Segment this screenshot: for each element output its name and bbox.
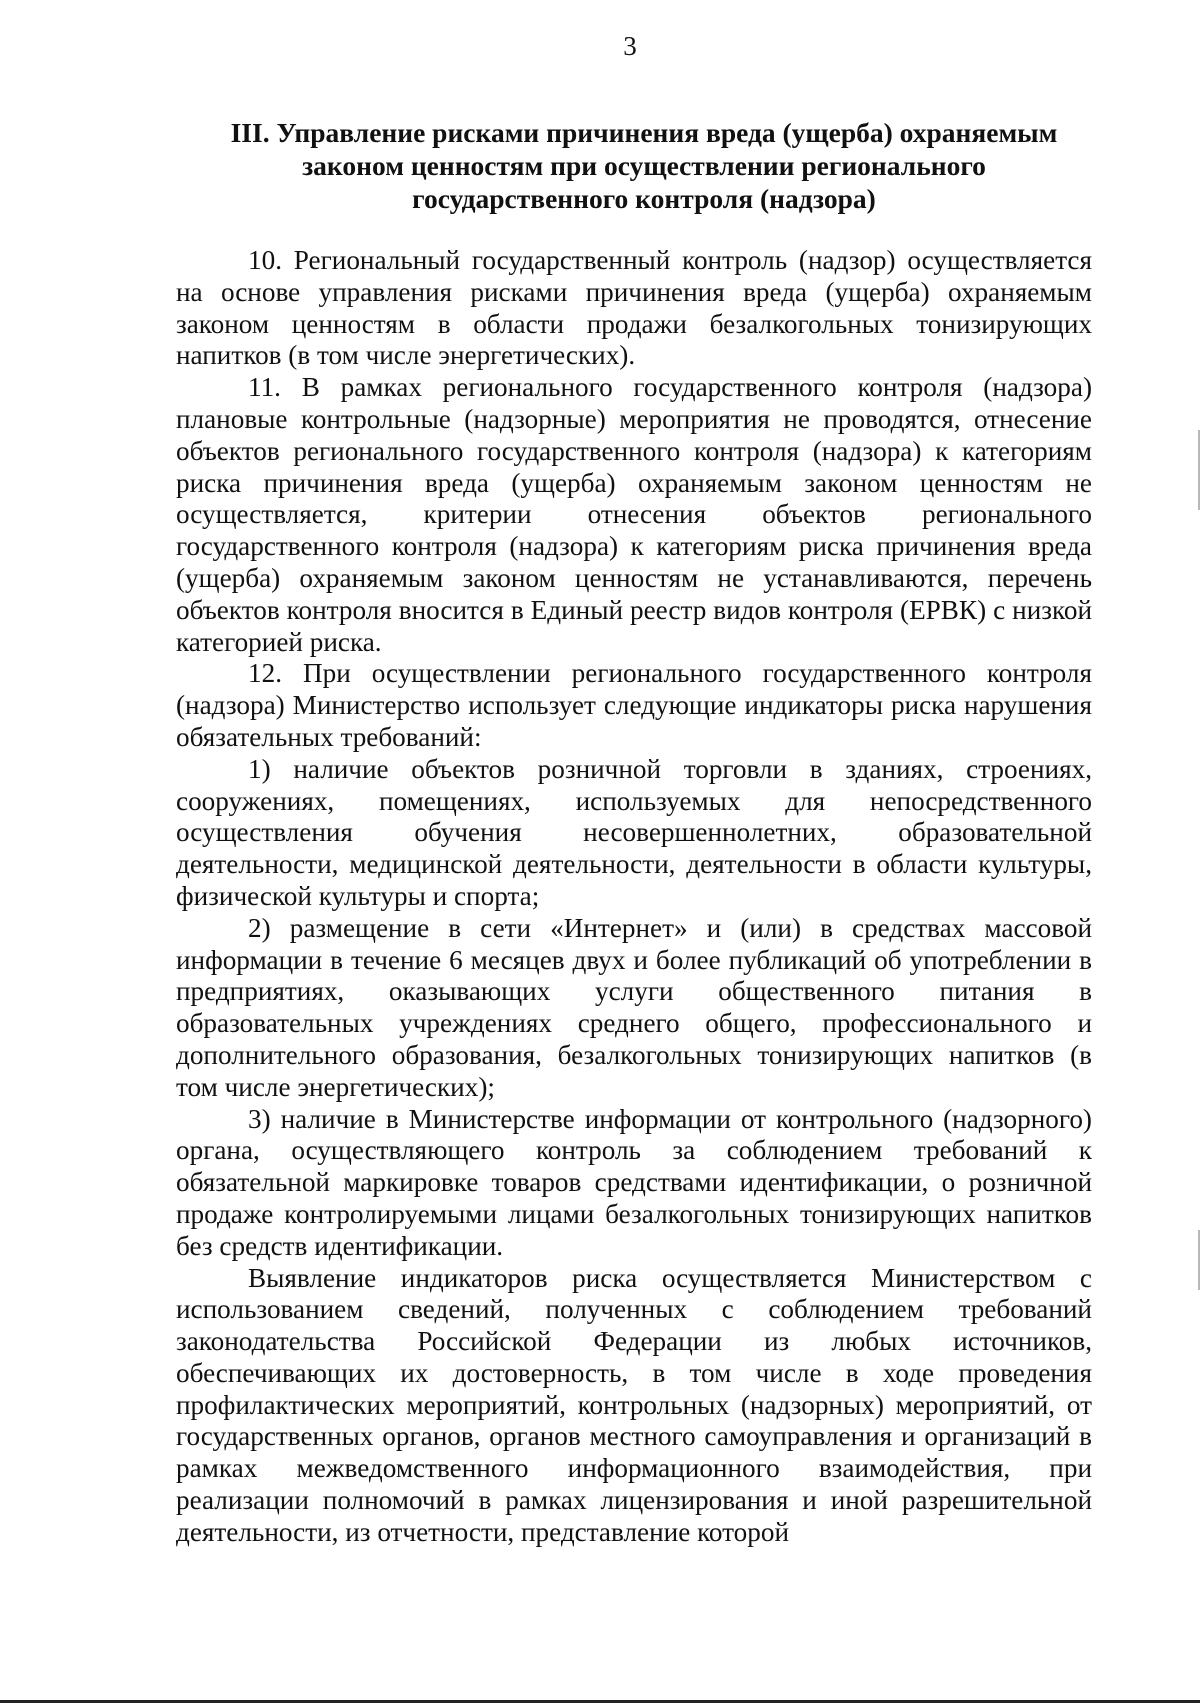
list-item-3: 3) наличие в Министерстве информации от контрольного (надзорного) органа, осуществляющего контроль за соблюдением требований к обязательной маркировке товаров средствами идентификации, о розничной продаже контролируемыми лицами безалкогольных тонизирующих напитков без средств идентификации. xyxy=(176,1103,1092,1261)
section-heading-line: III. Управление рисками причинения вреда (ущерба) охраняемым xyxy=(230,117,1058,148)
document-body xyxy=(176,245,1092,1549)
list-item-1: 1) наличие объектов розничной торговли в зданиях, строениях, сооружениях, помещениях, используемых для непосредственного осуществления обучения несовершеннолетних, образовательной деятельности, медицинской деятельности, деятельности в области культуры, физической культуры и спорта; xyxy=(176,753,1092,911)
list-item-2: 2) размещение в сети «Интернет» и (или) в средствах массовой информации в течение 6 месяцев двух и более публикаций об употреблении в предприятиях, оказывающих услуги общественного питания в образовательных учреждениях среднего общего, профессионального и дополнительного образования, безалкогольных тонизирующих напитков (в том числе энергетических); xyxy=(176,912,1092,1102)
paragraph-11: 11. В рамках регионального государственного контроля (надзора) плановые контрольные (надзорные) мероприятия не проводятся, отнесение объектов регионального государственного контроля (надзора) к категориям риска причинения вреда (ущерба) охраняемым законом ценностям не осуществляется, критерии отнесения объектов регионального государственного контроля (надзора) к категориям риска причинения вреда (ущерба) охраняемым законом ценностям не устанавливаются, перечень объектов контроля вносится в Единый реестр видов контроля (ЕРВК) с низкой категорией риска. xyxy=(176,372,1092,657)
paragraph-12: 12. При осуществлении регионального государственного контроля (надзора) Министерство использует следующие индикаторы риска нарушения обязательных требований: xyxy=(176,658,1092,752)
paragraph-10: 10. Региональный государственный контроль (надзор) осуществляется на основе управления рисками причинения вреда (ущерба) охраняемым законом ценностям в области продажи безалкогольных тонизирующих напитков (в том числе энергетических). xyxy=(176,245,1092,371)
page-number: 3 xyxy=(623,31,637,61)
section-heading-line: законом ценностям при осуществлении регионального xyxy=(302,150,986,181)
paragraph-risk-indicators: Выявление индикаторов риска осуществляется Министерством с использованием сведений, полученных с соблюдением требований законодательства Российской Федерации из любых источников, обеспечивающих их достоверность, в том числе в ходе проведения профилактических мероприятий, контрольных (надзорных) мероприятий, от государственных органов, органов местного самоуправления и организаций в рамках межведомственного информационного взаимодействия, при реализации полномочий в рамках лицензирования и иной разрешительной деятельности, из отчетности, представление которой xyxy=(176,1262,1092,1547)
section-heading xyxy=(176,116,1112,215)
section-heading-line: государственного контроля (надзора) xyxy=(412,183,876,214)
